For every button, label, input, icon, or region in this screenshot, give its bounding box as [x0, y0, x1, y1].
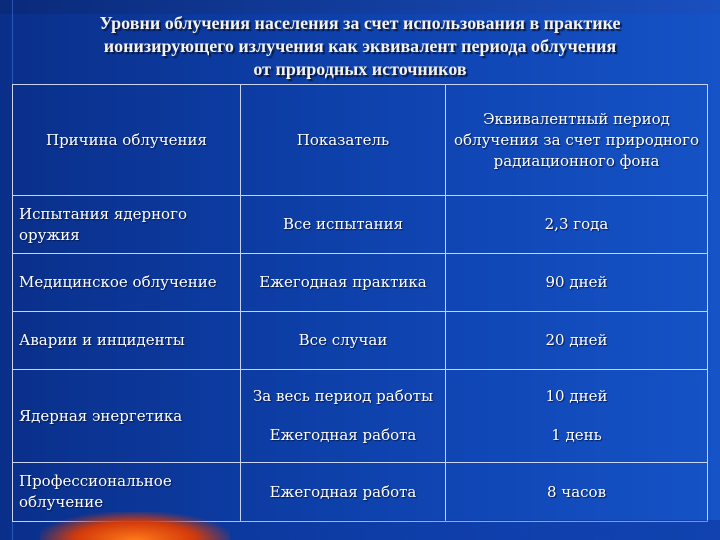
table-row [13, 370, 708, 463]
title-line-3: от природных источников [253, 59, 467, 79]
table-header-row [13, 85, 708, 196]
table-row [13, 196, 708, 254]
stack-spacer [452, 407, 701, 425]
row-value: 8 часов [446, 463, 708, 522]
row-cause: Испытания ядерного оружия [13, 196, 241, 254]
bottom-glow [40, 512, 230, 540]
title-line-2: ионизирующего излучения как эквивалент периода облучения [103, 36, 617, 56]
row-value-b: 1 день [551, 426, 602, 444]
row-indicator-stack [241, 370, 446, 463]
row-cause: Профессиональное облучение [13, 463, 241, 522]
row-indicator: Ежегодная практика [241, 254, 446, 312]
row-value: 90 дней [446, 254, 708, 312]
row-value-a: 10 дней [545, 387, 608, 405]
row-value: 2,3 года [446, 196, 708, 254]
stack-spacer [247, 407, 439, 425]
title-line-1: Уровни облучения населения за счет использования в практике [99, 13, 621, 33]
row-indicator: Ежегодная работа [241, 463, 446, 522]
header-indicator: Показатель [241, 85, 446, 196]
header-cause: Причина облучения [13, 85, 241, 196]
table-row [13, 254, 708, 312]
table-row [13, 312, 708, 370]
row-indicator: Все случаи [241, 312, 446, 370]
row-cause: Медицинское облучение [13, 254, 241, 312]
slide-title [40, 12, 680, 81]
exposure-table [12, 84, 708, 522]
row-indicator-b: Ежегодная работа [269, 426, 417, 444]
row-value: 20 дней [446, 312, 708, 370]
header-equivalent: Эквивалентный период облучения за счет природного радиационного фона [446, 85, 708, 196]
row-cause: Аварии и инциденты [13, 312, 241, 370]
row-indicator-a: За весь период работы [252, 387, 434, 405]
row-value-stack [446, 370, 708, 463]
row-indicator: Все испытания [241, 196, 446, 254]
row-cause: Ядерная энергетика [13, 370, 241, 463]
